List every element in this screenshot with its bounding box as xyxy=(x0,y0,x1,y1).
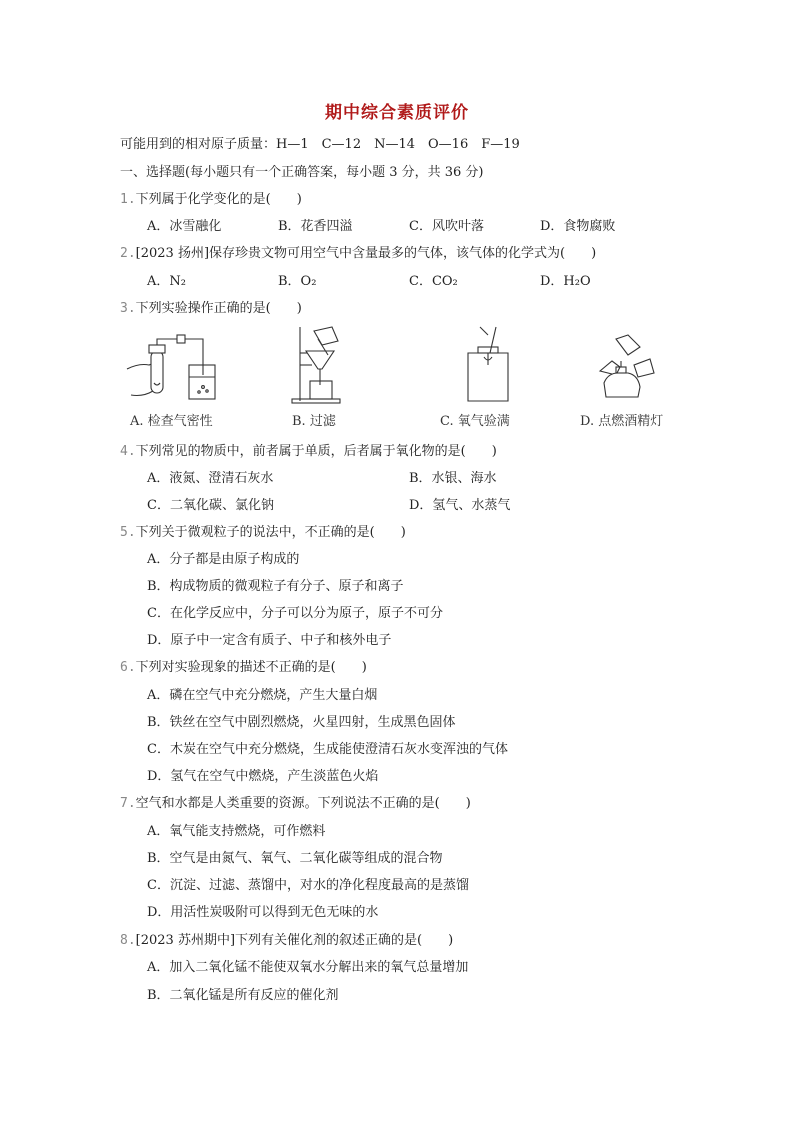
q6-option-b: B．铁丝在空气中剧烈燃烧，火星四射，生成黑色固体 xyxy=(147,715,456,730)
question-text: 下列常见的物质中，前者属于单质，后者属于氧化物的是( ) xyxy=(135,444,497,459)
question-3-stem xyxy=(120,297,302,316)
figure-a-caption: A. 检查气密性 xyxy=(130,414,213,429)
filtration-illustration xyxy=(288,325,358,405)
q7-option-a: A．氧气能支持燃烧，可作燃料 xyxy=(147,824,326,839)
q1-option-c: C．风吹叶落 xyxy=(409,219,484,234)
q6-option-a: A．磷在空气中充分燃烧，产生大量白烟 xyxy=(147,688,378,703)
figure-c-caption: C. 氧气验满 xyxy=(440,414,510,429)
q4-option-a: A．液氮、澄清石灰水 xyxy=(147,471,274,486)
q7-option-c: C．沉淀、过滤、蒸馏中，对水的净化程度最高的是蒸馏 xyxy=(147,878,469,893)
q2-option-a: A．N₂ xyxy=(147,274,186,289)
question-6-stem xyxy=(120,656,367,675)
q6-option-d: D．氢气在空气中燃烧，产生淡蓝色火焰 xyxy=(147,769,379,784)
question-number: 5. xyxy=(120,525,136,540)
q7-option-d: D．用活性炭吸附可以得到无色无味的水 xyxy=(147,905,379,920)
question-text: 下列实验操作正确的是( ) xyxy=(135,301,302,316)
q4-option-d: D．氢气、水蒸气 xyxy=(409,498,511,513)
question-1-stem xyxy=(120,188,302,207)
question-number: 1. xyxy=(120,192,136,207)
q1-option-b: B．花香四溢 xyxy=(278,219,353,234)
question-number: 2. xyxy=(120,246,136,261)
q8-option-a: A．加入二氧化锰不能使双氧水分解出来的氧气总量增加 xyxy=(147,960,469,975)
alcohol-lamp-illustration xyxy=(598,325,658,405)
airtightness-check-illustration xyxy=(125,325,235,405)
q4-option-c: C．二氧化碳、氯化钠 xyxy=(147,498,274,513)
question-text: [2023 扬州]保存珍贵文物可用空气中含量最多的气体，该气体的化学式为( ) xyxy=(135,246,597,261)
question-text: 下列属于化学变化的是( ) xyxy=(135,192,302,207)
q2-option-d: D．H₂O xyxy=(540,274,591,289)
section-heading: 一、选择题(每小题只有一个正确答案，每小题 3 分，共 36 分) xyxy=(120,165,484,180)
question-text: [2023 苏州期中]下列有关催化剂的叙述正确的是( ) xyxy=(135,933,454,948)
question-2-stem xyxy=(120,242,596,261)
question-number: 8. xyxy=(120,933,136,948)
figure-d-caption: D. 点燃酒精灯 xyxy=(580,414,664,429)
q5-option-b: B．构成物质的微观粒子有分子、原子和离子 xyxy=(147,579,404,594)
question-text: 下列关于微观粒子的说法中，不正确的是( ) xyxy=(135,525,406,540)
q6-option-c: C．木炭在空气中充分燃烧，生成能使澄清石灰水变浑浊的气体 xyxy=(147,742,508,757)
question-number: 6. xyxy=(120,660,136,675)
q1-option-a: A．冰雪融化 xyxy=(147,219,222,234)
figure-b-caption: B. 过滤 xyxy=(292,414,336,429)
question-number: 3. xyxy=(120,301,136,316)
question-5-stem xyxy=(120,521,406,540)
question-number: 4. xyxy=(120,444,136,459)
question-text: 下列对实验现象的描述不正确的是( ) xyxy=(135,660,367,675)
q2-option-b: B．O₂ xyxy=(278,274,317,289)
question-text: 空气和水都是人类重要的资源。下列说法不正确的是( ) xyxy=(135,796,471,811)
q5-option-a: A．分子都是由原子构成的 xyxy=(147,552,300,567)
oxygen-check-illustration xyxy=(460,325,520,405)
q8-option-b: B．二氧化锰是所有反应的催化剂 xyxy=(147,988,339,1003)
q2-option-c: C．CO₂ xyxy=(409,274,458,289)
question-4-stem xyxy=(120,440,497,459)
q5-option-c: C．在化学反应中，分子可以分为原子，原子不可分 xyxy=(147,606,443,621)
q7-option-b: B．空气是由氮气、氧气、二氧化碳等组成的混合物 xyxy=(147,851,443,866)
q4-option-b: B．水银、海水 xyxy=(409,471,497,486)
question-8-stem xyxy=(120,929,453,948)
q1-option-d: D．食物腐败 xyxy=(540,219,616,234)
page-title: 期中综合素质评价 xyxy=(325,103,469,123)
q5-option-d: D．原子中一定含有质子、中子和核外电子 xyxy=(147,633,392,648)
question-7-stem xyxy=(120,792,471,811)
q3-figures xyxy=(120,325,680,430)
atomic-masses-line: 可能用到的相对原子质量：H—1 C—12 N—14 O—16 F—19 xyxy=(120,137,520,152)
question-number: 7. xyxy=(120,796,136,811)
